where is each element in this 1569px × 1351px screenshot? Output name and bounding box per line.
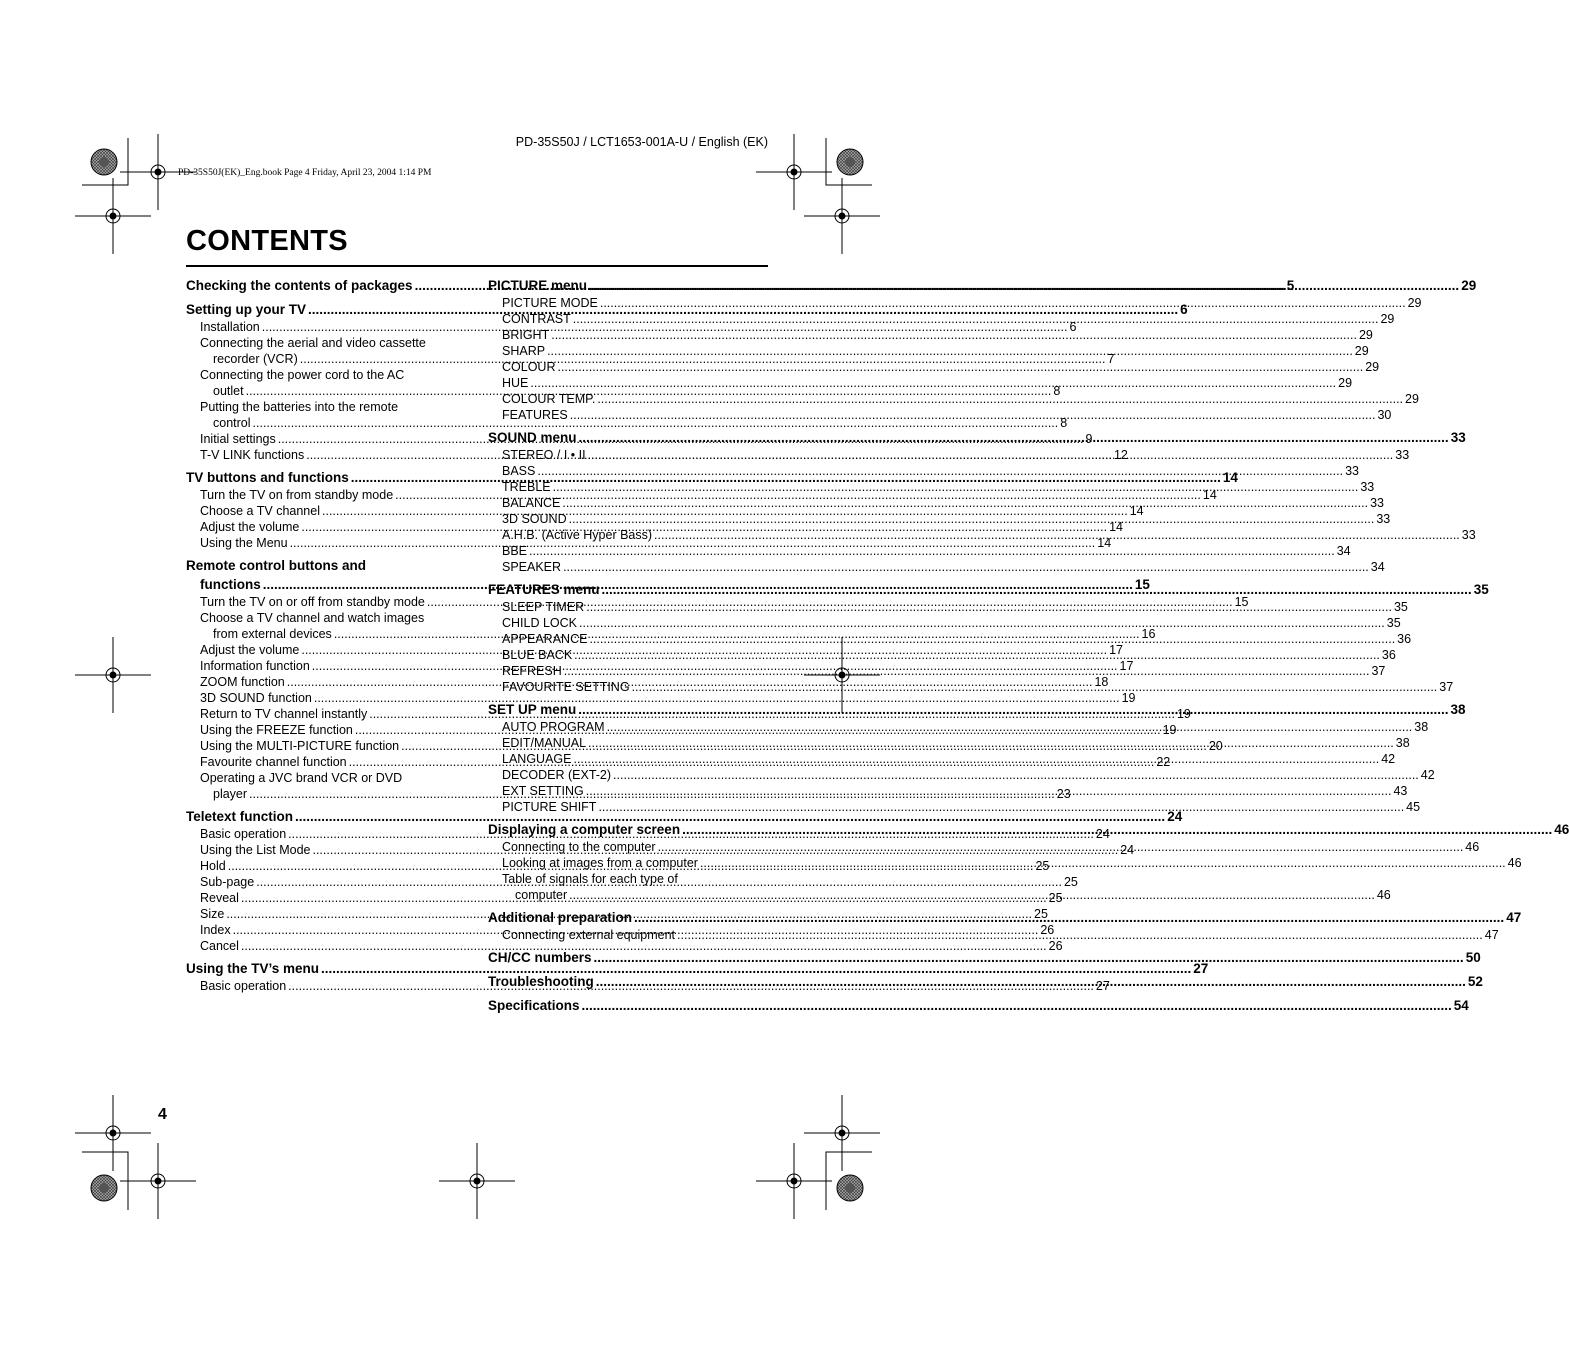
toc-entry-title: ZOOM function bbox=[200, 675, 285, 689]
toc-entry-title: SOUND menu bbox=[488, 430, 577, 445]
toc-page-number: 50 bbox=[1465, 950, 1481, 965]
toc-entry-title: Hold bbox=[200, 859, 226, 873]
toc-page-number: 14 bbox=[1202, 488, 1217, 502]
toc-entry-title: Using the List Mode bbox=[200, 843, 311, 857]
toc-entry-title: Index bbox=[200, 923, 231, 937]
toc-page-number: 5 bbox=[1286, 278, 1295, 293]
toc-page-number: 46 bbox=[1507, 856, 1522, 870]
document-id: PD-35S50J / LCT1653-001A-U / English (EK) bbox=[515, 135, 768, 149]
toc-leader-dots bbox=[589, 276, 1459, 295]
toc-entry-title: Turn the TV on or off from standby mode bbox=[200, 595, 425, 609]
toc-entry-title: PICTURE MODE bbox=[502, 296, 598, 310]
toc-leader-dots bbox=[553, 479, 1359, 495]
toc-entry-title: CHILD LOCK bbox=[502, 616, 578, 630]
toc-page-number: 29 bbox=[1407, 296, 1422, 310]
toc-leader-dots bbox=[589, 631, 1395, 647]
toc-entry-title: COLOUR bbox=[502, 360, 556, 374]
toc-leader-dots bbox=[547, 343, 1353, 359]
toc-entry bbox=[488, 327, 1373, 343]
toc-page-number: 35 bbox=[1393, 600, 1408, 614]
toc-entry-title: Choose a TV channel bbox=[200, 504, 320, 518]
toc-entry-title: Information function bbox=[200, 659, 310, 673]
toc-page-number: 33 bbox=[1376, 512, 1391, 526]
toc-page-number: 24 bbox=[1167, 809, 1183, 824]
toc-entry-title: Connecting the power cord to the AC bbox=[200, 368, 405, 382]
toc-entry-title: Troubleshooting bbox=[488, 974, 594, 989]
toc-entry-title: SLEEP TIMER bbox=[502, 600, 585, 614]
toc-entry-title: TV buttons and functions bbox=[186, 470, 349, 485]
toc-entry-title: COLOUR TEMP. bbox=[502, 392, 596, 406]
toc-leader-dots bbox=[654, 527, 1460, 543]
toc-page-number: 29 bbox=[1365, 360, 1380, 374]
toc-leader-dots bbox=[594, 948, 1464, 967]
toc-entry-title: computer bbox=[515, 888, 568, 902]
toc-leader-dots bbox=[564, 663, 1370, 679]
page-title: CONTENTS bbox=[186, 225, 348, 257]
toc-leader-dots bbox=[579, 615, 1385, 631]
toc-entry bbox=[488, 311, 1395, 327]
toc-page-number: 29 bbox=[1380, 312, 1395, 326]
toc-page-number: 26 bbox=[1048, 939, 1063, 953]
toc-leader-dots bbox=[607, 719, 1413, 735]
toc-leader-dots bbox=[632, 679, 1438, 695]
toc-page-number: 23 bbox=[1056, 787, 1071, 801]
toc-page-number: 25 bbox=[1048, 891, 1063, 905]
toc-leader-dots bbox=[582, 996, 1452, 1015]
toc-page-number: 18 bbox=[1094, 675, 1109, 689]
toc-page-number: 42 bbox=[1420, 768, 1435, 782]
toc-entry-title: REFRESH bbox=[502, 664, 562, 678]
toc-entry-title: Displaying a computer screen bbox=[488, 822, 681, 837]
toc-page-number: 30 bbox=[1377, 408, 1392, 422]
toc-entry-title: 3D SOUND bbox=[502, 512, 567, 526]
toc-page-number: 9 bbox=[1085, 432, 1093, 446]
toc-leader-dots bbox=[658, 839, 1464, 855]
toc-entry-title: BBE bbox=[502, 544, 528, 558]
toc-entry-title: SPEAKER bbox=[502, 560, 562, 574]
toc-entry-title: PICTURE menu bbox=[488, 278, 588, 293]
toc-page-number: 38 bbox=[1395, 736, 1410, 750]
toc-entry bbox=[488, 359, 1380, 375]
toc-entry-title: Basic operation bbox=[200, 827, 287, 841]
toc-page-number: 33 bbox=[1461, 528, 1476, 542]
toc-page-number: 33 bbox=[1450, 430, 1466, 445]
toc-leader-dots bbox=[557, 359, 1363, 375]
toc-page-number: 24 bbox=[1095, 827, 1110, 841]
toc-entry-title: 3D SOUND function bbox=[200, 691, 312, 705]
toc-leader-dots bbox=[682, 820, 1552, 839]
toc-page-number: 14 bbox=[1097, 536, 1112, 550]
book-info: PD-35S50J(EK)_Eng.book Page 4 Friday, April 23, 2004 1:14 PM bbox=[178, 168, 432, 178]
toc-page-number: 38 bbox=[1414, 720, 1429, 734]
toc-entry bbox=[488, 615, 1401, 631]
toc-entry-title: AUTO PROGRAM bbox=[502, 720, 605, 734]
toc-leader-dots bbox=[569, 887, 1375, 903]
toc-entry-title: Sub-page bbox=[200, 875, 255, 889]
toc-entry-title: functions bbox=[200, 577, 261, 592]
toc-entry bbox=[488, 343, 1369, 359]
toc-entry-title: Connecting to the computer bbox=[502, 840, 656, 854]
toc-page-number: 14 bbox=[1222, 470, 1238, 485]
toc-page-number: 19 bbox=[1121, 691, 1136, 705]
toc-leader-dots bbox=[562, 495, 1368, 511]
toc-entry-title: Teletext function bbox=[186, 809, 294, 824]
toc-page-number: 45 bbox=[1406, 800, 1421, 814]
toc-entry-title: Using the MULTI-PICTURE function bbox=[200, 739, 400, 753]
toc-page-number: 20 bbox=[1208, 739, 1223, 753]
toc-page-number: 34 bbox=[1336, 544, 1351, 558]
toc-page-number: 33 bbox=[1370, 496, 1384, 510]
toc-entry bbox=[488, 559, 1385, 575]
toc-leader-dots bbox=[574, 647, 1380, 663]
toc-entry-title: Using the TV’s menu bbox=[186, 961, 320, 976]
toc-page-number: 36 bbox=[1397, 632, 1412, 646]
toc-page-number: 37 bbox=[1439, 680, 1454, 694]
toc-entry-title: FEATURES menu bbox=[488, 582, 600, 597]
toc-page-number: 19 bbox=[1176, 707, 1191, 721]
toc-entry-title: Specifications bbox=[488, 998, 580, 1013]
toc-page-number: 33 bbox=[1345, 464, 1359, 478]
toc-entry-title: Putting the batteries into the remote bbox=[200, 400, 399, 414]
toc-leader-dots bbox=[573, 751, 1379, 767]
toc-page-number: 27 bbox=[1095, 979, 1110, 993]
toc-page-number: 6 bbox=[1180, 302, 1188, 317]
toc-page-number: 35 bbox=[1386, 616, 1401, 630]
toc-leader-dots bbox=[569, 511, 1375, 527]
toc-page-number: 19 bbox=[1162, 723, 1177, 737]
toc-page-number: 16 bbox=[1141, 627, 1156, 641]
toc-entry-title: Remote control buttons and bbox=[186, 558, 366, 573]
toc-page-number: 34 bbox=[1370, 560, 1385, 574]
toc-leader-dots bbox=[677, 927, 1483, 943]
toc-entry-title: FEATURES bbox=[502, 408, 568, 422]
toc-entry-title: Size bbox=[200, 907, 225, 921]
toc-entry bbox=[488, 767, 1435, 783]
toc-entry bbox=[488, 799, 1421, 815]
toc-page-number: 14 bbox=[1109, 520, 1123, 534]
toc-entry bbox=[488, 295, 1422, 311]
toc-entry-title: Cancel bbox=[200, 939, 239, 953]
toc-leader-dots bbox=[586, 783, 1392, 799]
toc-entry-title: from external devices bbox=[213, 627, 332, 641]
toc-entry bbox=[186, 959, 1209, 978]
toc-entry bbox=[488, 375, 1353, 391]
toc-entry-title: Table of signals for each type of bbox=[502, 872, 678, 886]
toc-entry-title: A.H.B. (Active Hyper Bass) bbox=[502, 528, 653, 542]
toc-entry-title: BASS bbox=[502, 464, 536, 478]
toc-entry bbox=[186, 938, 1063, 954]
toc-page-number: 38 bbox=[1450, 702, 1466, 717]
toc-entry bbox=[186, 690, 1136, 706]
toc-entry-title: LANGUAGE bbox=[502, 752, 572, 766]
toc-leader-dots bbox=[570, 407, 1376, 423]
toc-page-number: 52 bbox=[1467, 974, 1483, 989]
toc-entry-title: APPEARANCE bbox=[502, 632, 588, 646]
toc-entry-title: Initial settings bbox=[200, 432, 276, 446]
toc-entry bbox=[488, 428, 1466, 447]
toc-entry-title: player bbox=[213, 787, 248, 801]
toc-entry-title: STEREO / I • II bbox=[502, 448, 586, 462]
toc-entry-title: Installation bbox=[200, 320, 260, 334]
toc-page-number: 24 bbox=[1120, 843, 1135, 857]
toc-entry-title: Checking the contents of packages bbox=[186, 278, 413, 293]
toc-entry-title: Basic operation bbox=[200, 979, 287, 993]
toc-entry-title: Connecting external equipment bbox=[502, 928, 676, 942]
toc-page-number: 47 bbox=[1506, 910, 1522, 925]
toc-leader-dots bbox=[588, 447, 1394, 463]
toc-entry bbox=[488, 996, 1469, 1015]
toc-entry-title: Setting up your TV bbox=[186, 302, 306, 317]
toc-page-number: 46 bbox=[1554, 822, 1569, 837]
toc-page-number: 47 bbox=[1484, 928, 1499, 942]
toc-leader-dots bbox=[588, 735, 1394, 751]
toc-page-number: 12 bbox=[1113, 448, 1128, 462]
toc-entry-title: EXT SETTING bbox=[502, 784, 584, 798]
toc-entry bbox=[488, 407, 1392, 423]
toc-page-number: 25 bbox=[1063, 875, 1078, 889]
toc-page-number: 37 bbox=[1371, 664, 1386, 678]
toc-page-number: 17 bbox=[1119, 659, 1134, 673]
toc-page-number: 25 bbox=[1034, 907, 1048, 921]
page-number: 4 bbox=[158, 1106, 167, 1123]
toc-page-number: 33 bbox=[1360, 480, 1375, 494]
toc-page-number: 33 bbox=[1395, 448, 1410, 462]
toc-page-number: 35 bbox=[1473, 582, 1489, 597]
toc-entry-title: Adjust the volume bbox=[200, 520, 300, 534]
toc-entry-title: Using the FREEZE function bbox=[200, 723, 353, 737]
toc-page-number: 8 bbox=[1060, 416, 1068, 430]
toc-page-number: 54 bbox=[1453, 998, 1469, 1013]
toc-entry-title: Favourite channel function bbox=[200, 755, 347, 769]
toc-entry-title: T-V LINK functions bbox=[200, 448, 305, 462]
toc-entry-title: TREBLE bbox=[502, 480, 551, 494]
toc-entry-title: Reveal bbox=[200, 891, 239, 905]
toc-leader-dots bbox=[602, 580, 1472, 599]
toc-page-number: 22 bbox=[1156, 755, 1171, 769]
toc-page-number: 17 bbox=[1109, 643, 1123, 657]
toc-leader-dots bbox=[563, 559, 1369, 575]
toc-page-number: 29 bbox=[1358, 328, 1373, 342]
toc-leader-dots bbox=[573, 311, 1379, 327]
toc-page-number: 7 bbox=[1107, 352, 1115, 366]
toc-page-number: 15 bbox=[1134, 577, 1150, 592]
toc-entry bbox=[488, 948, 1481, 967]
toc-entry-title: CH/CC numbers bbox=[488, 950, 592, 965]
toc-entry-title: recorder (VCR) bbox=[213, 352, 298, 366]
toc-leader-dots bbox=[586, 599, 1392, 615]
toc-page-number: 42 bbox=[1381, 752, 1396, 766]
toc-entry bbox=[488, 391, 1419, 407]
toc-page-number: 29 bbox=[1405, 392, 1419, 406]
toc-leader-dots bbox=[579, 428, 1449, 447]
toc-leader-dots bbox=[634, 908, 1504, 927]
toc-entry-title: EDIT/MANUAL bbox=[502, 736, 587, 750]
toc-page-number: 29 bbox=[1338, 376, 1353, 390]
toc-entry-title: SET UP menu bbox=[488, 702, 577, 717]
toc-entry-title: BRIGHT bbox=[502, 328, 550, 342]
toc-page-number: 8 bbox=[1053, 384, 1061, 398]
toc-entry-title: BALANCE bbox=[502, 496, 561, 510]
toc-leader-dots bbox=[598, 799, 1404, 815]
toc-entry-title: Operating a JVC brand VCR or DVD bbox=[200, 771, 403, 785]
toc-leader-dots bbox=[529, 543, 1335, 559]
toc-page-number: 43 bbox=[1393, 784, 1408, 798]
toc-entry-title: FAVOURITE SETTING bbox=[502, 680, 630, 694]
toc-entry-title: Connecting the aerial and video cassette bbox=[200, 336, 426, 350]
toc-entry-title: Additional preparation bbox=[488, 910, 633, 925]
toc-page-number: 46 bbox=[1465, 840, 1480, 854]
toc-page-number: 6 bbox=[1069, 320, 1077, 334]
toc-leader-dots bbox=[700, 855, 1506, 871]
toc-page-number: 36 bbox=[1381, 648, 1396, 662]
toc-entry-title: Turn the TV on from standby mode bbox=[200, 488, 394, 502]
toc-entry-title: CONTRAST bbox=[502, 312, 571, 326]
toc-entry bbox=[488, 276, 1477, 295]
toc-entry-title: control bbox=[213, 416, 251, 430]
toc-leader-dots bbox=[530, 375, 1336, 391]
toc-page-number: 29 bbox=[1354, 344, 1369, 358]
title-rule bbox=[186, 265, 768, 267]
toc-page-number: 15 bbox=[1234, 595, 1249, 609]
toc-entry-title: SHARP bbox=[502, 344, 546, 358]
toc-page-number: 25 bbox=[1035, 859, 1050, 873]
toc-leader-dots bbox=[596, 972, 1466, 991]
toc-entry-title: outlet bbox=[213, 384, 244, 398]
toc-entry-title: Looking at images from a computer bbox=[502, 856, 698, 870]
toc-leader-dots bbox=[597, 391, 1403, 407]
toc-entry-title: Return to TV channel instantly bbox=[200, 707, 368, 721]
toc-page-number: 26 bbox=[1040, 923, 1055, 937]
toc-entry-title: Using the Menu bbox=[200, 536, 288, 550]
toc-leader-dots bbox=[613, 767, 1419, 783]
toc-leader-dots bbox=[537, 463, 1343, 479]
toc-page-number: 29 bbox=[1461, 278, 1477, 293]
toc-leader-dots bbox=[578, 700, 1448, 719]
toc-page-number: 14 bbox=[1129, 504, 1144, 518]
toc-entry-title: Adjust the volume bbox=[200, 643, 300, 657]
toc-page-number: 46 bbox=[1376, 888, 1391, 902]
toc-leader-dots bbox=[551, 327, 1357, 343]
toc-entry-title: Choose a TV channel and watch images bbox=[200, 611, 425, 625]
toc-entry-title: BLUE BACK bbox=[502, 648, 573, 662]
toc-entry-title: DECODER (EXT-2) bbox=[502, 768, 612, 782]
toc-leader-dots bbox=[600, 295, 1406, 311]
toc-page-number: 27 bbox=[1193, 961, 1209, 976]
toc-entry-title: PICTURE SHIFT bbox=[502, 800, 597, 814]
toc-entry-title: HUE bbox=[502, 376, 529, 390]
